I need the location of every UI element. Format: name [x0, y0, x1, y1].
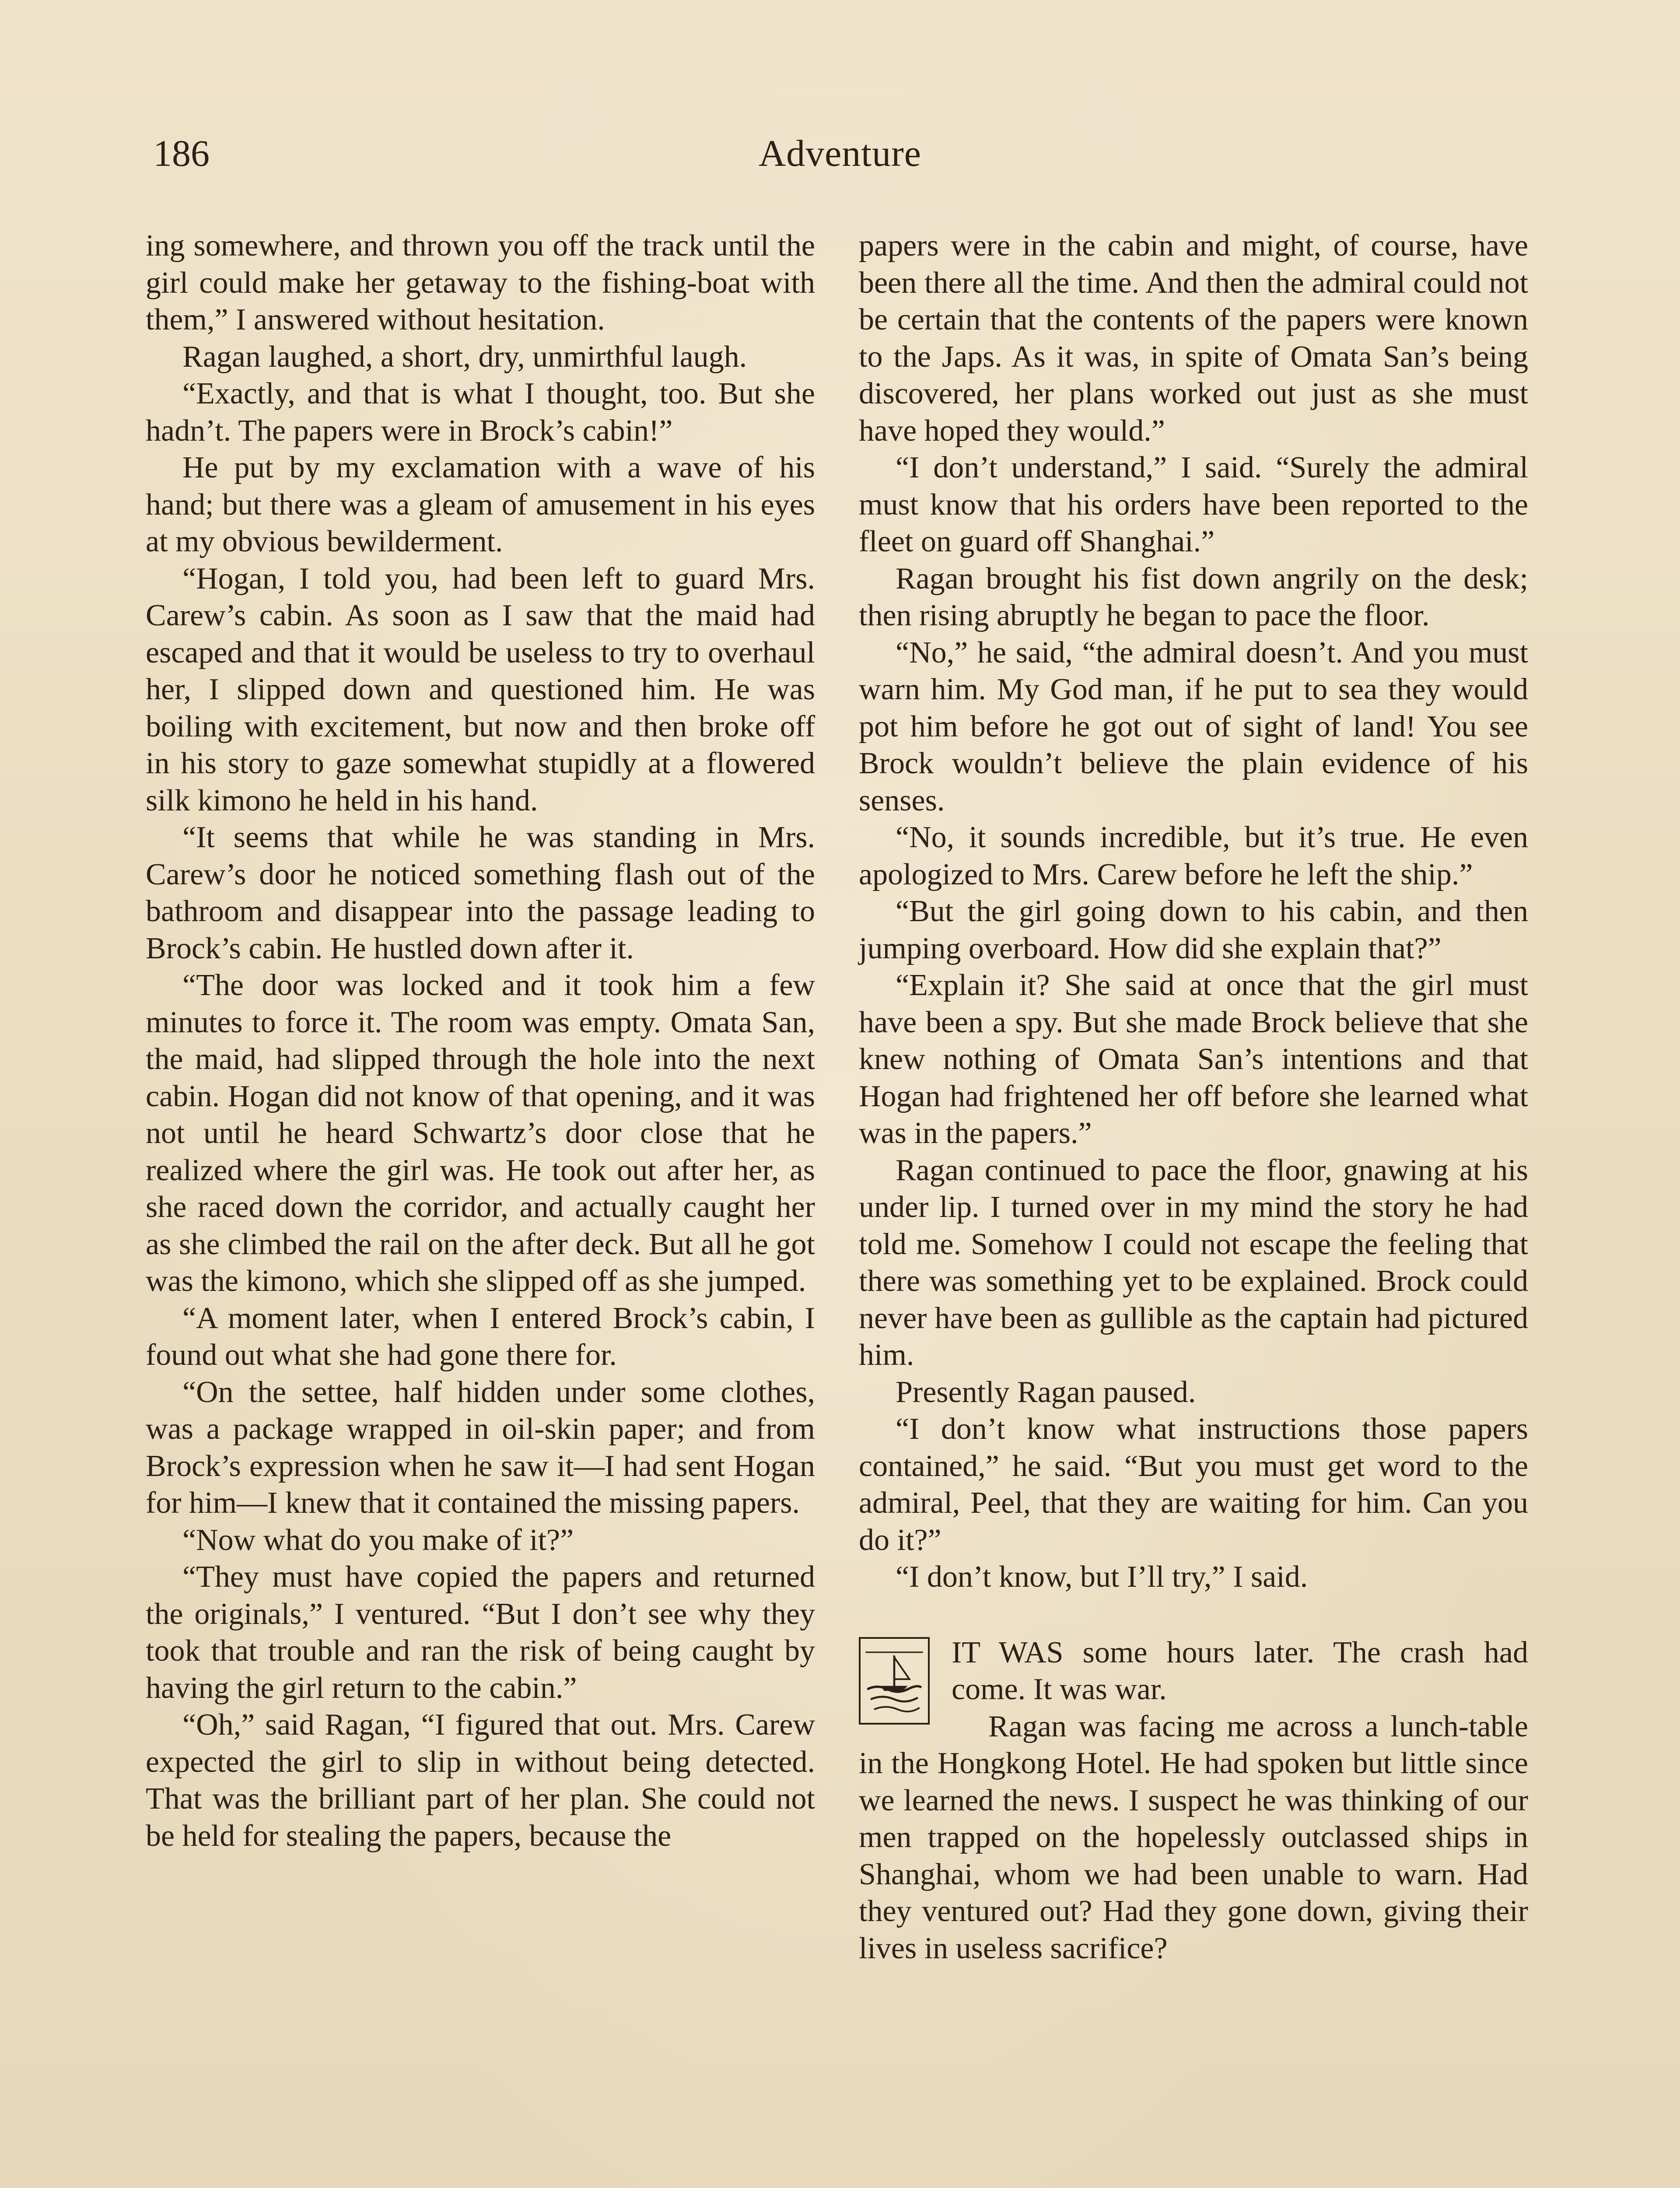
paragraph: “Hogan, I told you, had been left to guard Mrs. Carew’s cabin. As soon as I saw that the maid had escaped and that it would be useless to try to overhaul her, I slipped down and questioned him. He was boiling with excitement, but now and then broke off in his story to gaze somewhat stupidly at a flowered silk kimono he held in his hand.	[146, 561, 815, 817]
left-column	[146, 228, 815, 1855]
paragraph: Ragan brought his fist down angrily on the desk; then rising abruptly he began to pace the floor.	[859, 561, 1528, 632]
ship-at-sea-vignette-icon	[859, 1637, 930, 1725]
section-opening: IT WAS some hours later. The crash had come. It was war.	[952, 1635, 1528, 1706]
paragraph: “No,” he said, “the admiral doesn’t. And you must warn him. My God man, if he put to sea they would pot him before he got out of sight of land! You see Brock wouldn’t believe the plain evidence of his senses.	[859, 635, 1528, 817]
paragraph: Presently Ragan paused.	[896, 1375, 1196, 1409]
paragraph: “Exactly, and that is what I thought, too. But she hadn’t. The papers were in Brock’s cabin!”	[146, 377, 815, 448]
paragraph: “They must have copied the papers and returned the originals,” I ventured. “But I don’t see why they took that trouble and ran the risk of being caught by having the girl return to the cabin.”	[146, 1560, 815, 1705]
paragraph: “Explain it? She said at once that the girl must have been a spy. But she made Brock believe that she knew nothing of Omata San’s intentions and that Hogan had frightened her off before she learned what was in the papers.”	[859, 968, 1528, 1150]
section-break	[859, 1634, 1528, 1967]
paragraph: “I don’t understand,” I said. “Surely the admiral must know that his orders have been reported to the fleet on guard off Shanghai.”	[859, 451, 1528, 558]
running-head: Adventure	[759, 132, 921, 174]
right-column	[859, 228, 1528, 1967]
page-number: 186	[153, 132, 210, 174]
paragraph: “But the girl going down to his cabin, and then jumping overboard. How did she explain that?”	[859, 894, 1528, 965]
paragraph: “On the settee, half hidden under some clothes, was a package wrapped in oil-skin paper; and from Brock’s expression when he saw it—I had sent Hogan for him—I knew that it contained the missing papers.	[146, 1375, 815, 1520]
paragraph: papers were in the cabin and might, of course, have been there all the time. And then the admiral could not be certain that the contents of the papers were known to the Japs. As it was, in spite of Omata San’s being discovered, her plans worked out just as she must have hoped they would.”	[859, 229, 1528, 448]
paragraph: “No, it sounds incredible, but it’s true. He even apologized to Mrs. Carew before he left the ship.”	[859, 820, 1528, 891]
paragraph: ing somewhere, and thrown you off the track until the girl could make her getaway to the fishing-boat with them,” I answered without hesitation.	[146, 229, 815, 337]
paragraph: He put by my exclamation with a wave of his hand; but there was a gleam of amusement in his eyes at my obvious bewilderment.	[146, 451, 815, 558]
paragraph: “Oh,” said Ragan, “I figured that out. Mrs. Carew expected the girl to slip in without being detected. That was the brilliant part of her plan. She could not be held for stealing the papers, because the	[146, 1708, 815, 1853]
paragraph: “I don’t know, but I’ll try,” I said.	[896, 1560, 1308, 1594]
paragraph: “I don’t know what instructions those papers contained,” he said. “But you must get word to the admiral, Peel, that they are waiting for him. Can you do it?”	[859, 1412, 1528, 1557]
paragraph: “Now what do you make of it?”	[182, 1523, 574, 1557]
paragraph: Ragan continued to pace the floor, gnawing at his under lip. I turned over in my mind the story he had told me. Somehow I could not escape the feeling that there was something yet to be explained. Brock could never have been as gullible as the captain had pictured him.	[859, 1153, 1528, 1372]
paragraph: Ragan was facing me across a lunch-table in the Hongkong Hotel. He had spoken but little since we learned the news. I suspect he was thinking of our men trapped on the hopelessly outclassed ships in Shanghai, whom we had been unable to warn. Had they ventured out? Had they gone down, giving their lives in useless sacrifice?	[859, 1709, 1528, 1965]
paragraph: Ragan laughed, a short, dry, unmirthful laugh.	[182, 340, 747, 374]
paragraph: “A moment later, when I entered Brock’s cabin, I found out what she had gone there for.	[146, 1301, 815, 1372]
paragraph: “The door was locked and it took him a few minutes to force it. The room was empty. Omata San, the maid, had slipped through the hole into the next cabin. Hogan did not know of that opening, and it was not until he heard Schwartz’s door close that he realized where the girl was. He took out after her, as she raced down the corridor, and actually caught her as she climbed the rail on the after deck. But all he got was the kimono, which she slipped off as she jumped.	[146, 968, 815, 1298]
paragraph: “It seems that while he was standing in Mrs. Carew’s door he noticed something flash out of the bathroom and disappear into the passage leading to Brock’s cabin. He hustled down after it.	[146, 820, 815, 965]
